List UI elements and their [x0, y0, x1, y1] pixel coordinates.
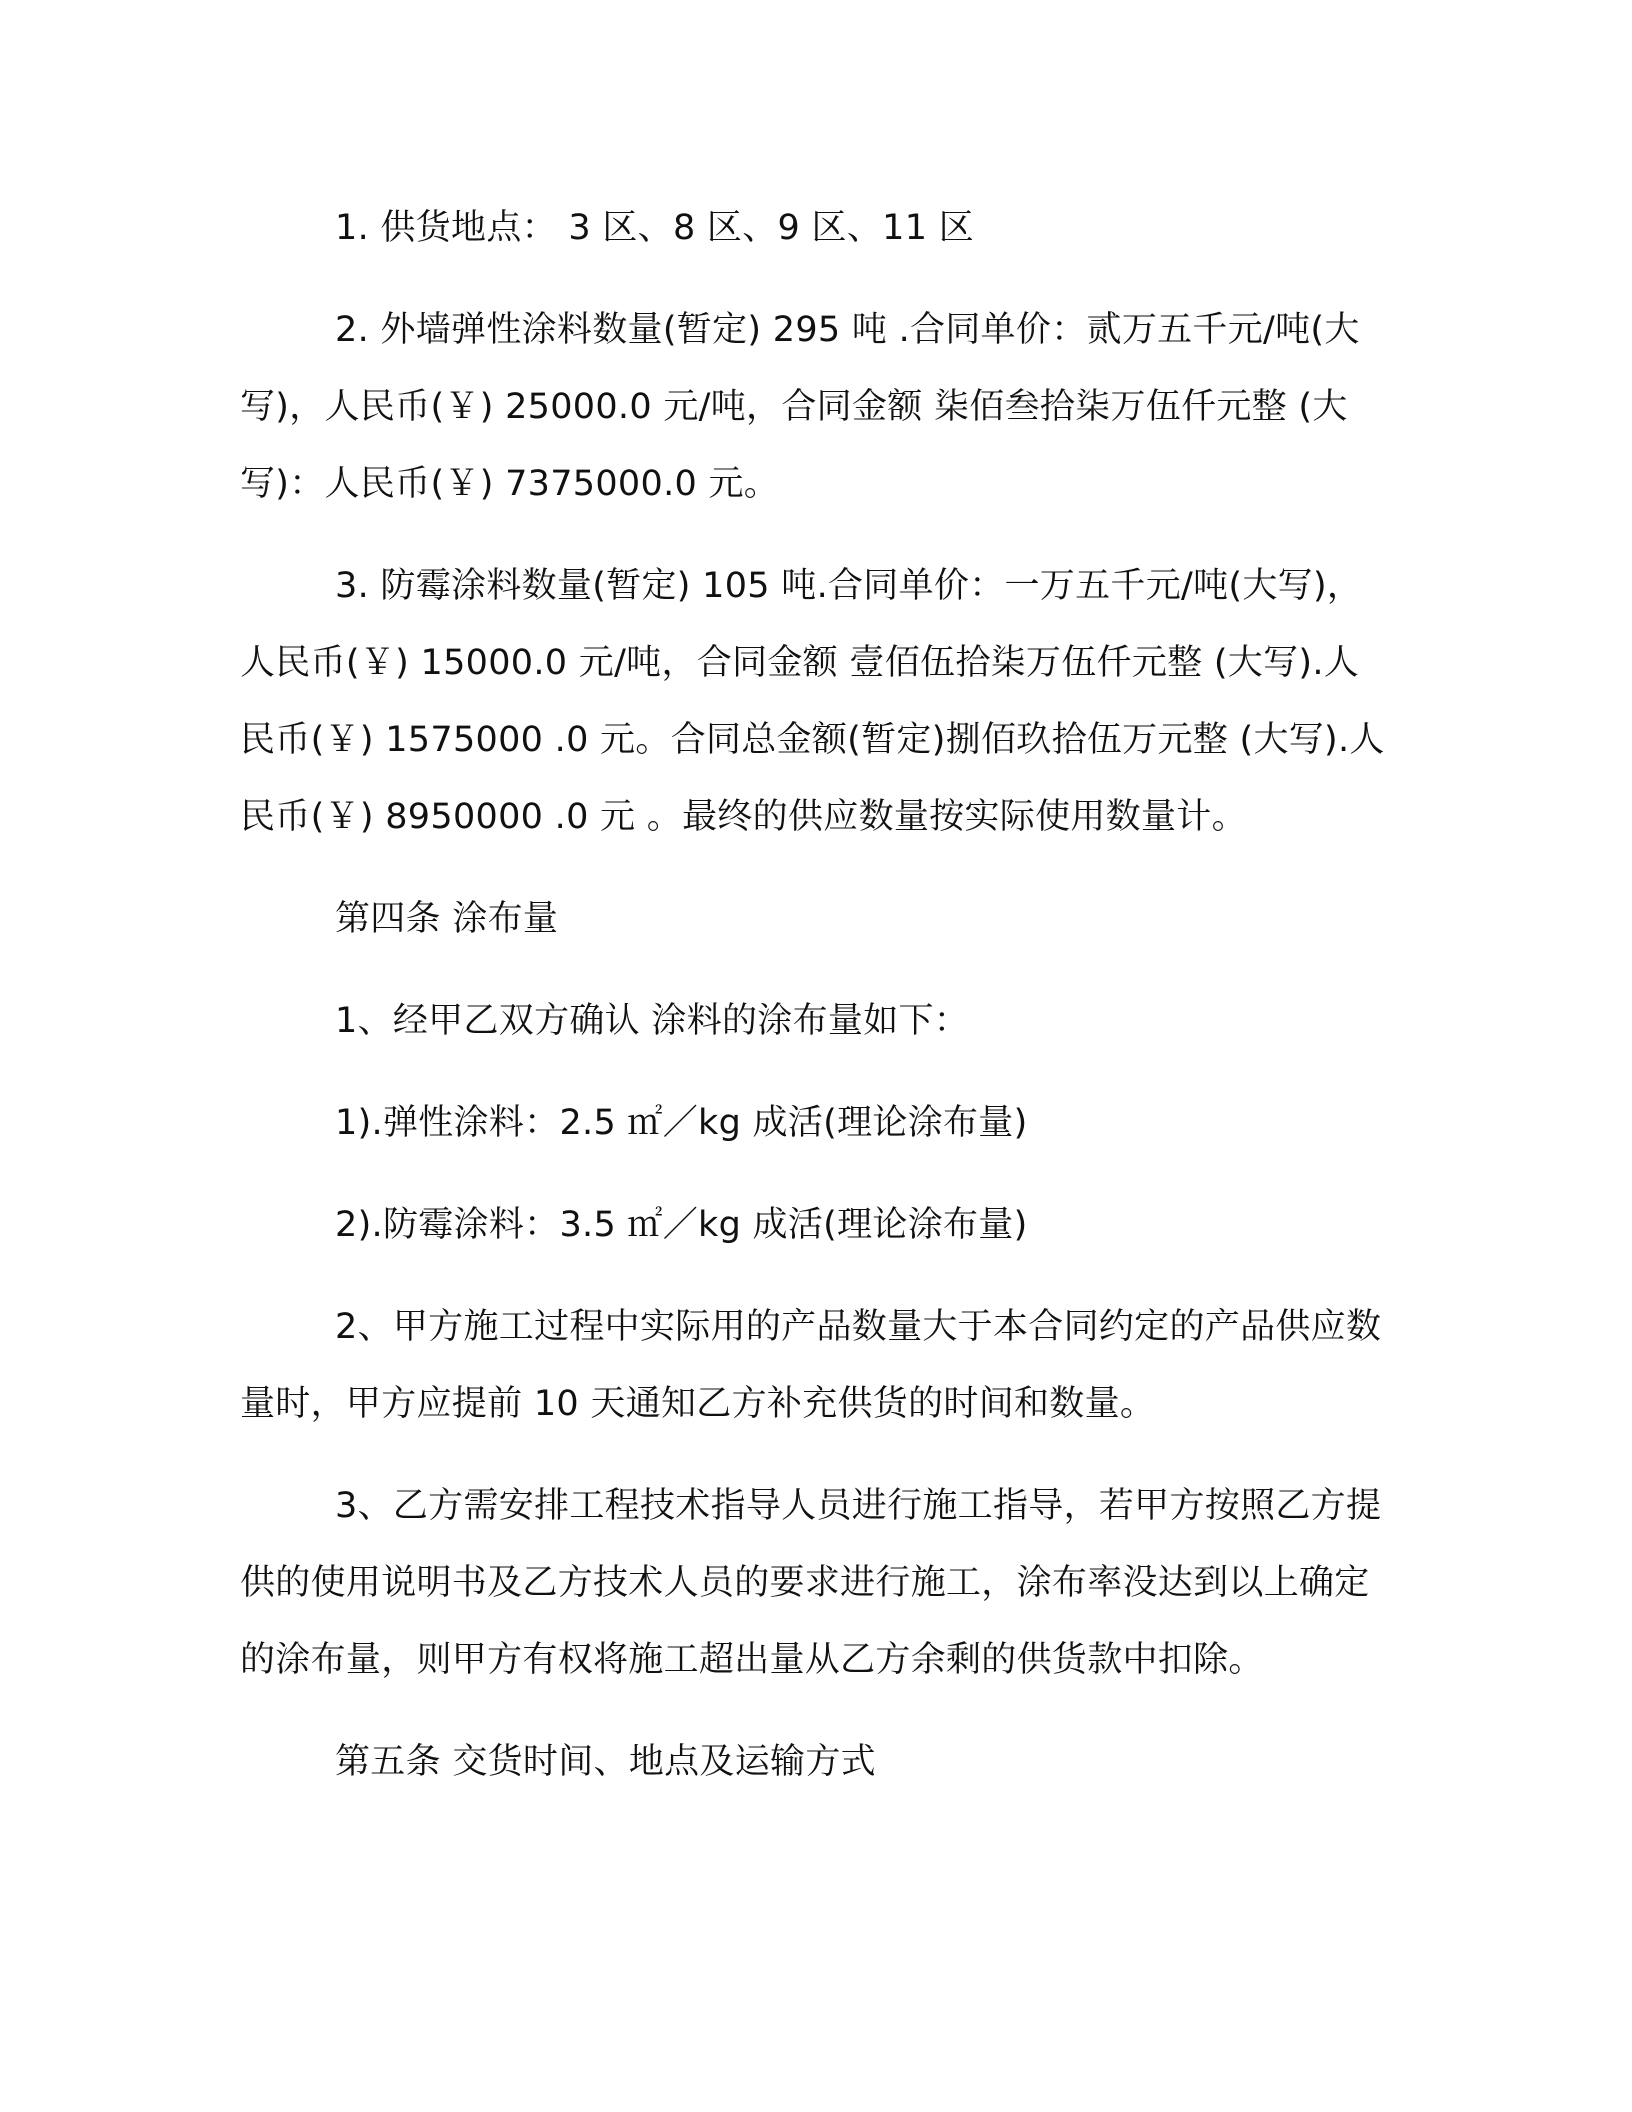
article-five-heading: 第五条 交货时间、地点及运输方式 [335, 1742, 876, 1782]
elastic-coverage-item: 1).弹性涂料：2.5 ㎡／kg 成活(理论涂布量) [335, 1103, 1028, 1143]
supplement-notice-item: 2、甲方施工过程中实际用的产品数量大于本合同约定的产品供应数量时，甲方应提前 10 天通知乙方补充供货的时间和数量。 [240, 1307, 1382, 1424]
article-four-heading: 第四条 涂布量 [335, 899, 559, 939]
technical-guidance-item: 3、乙方需安排工程技术指导人员进行施工指导，若甲方按照乙方提供的使用说明书及乙方技术人员的要求进行施工，涂布率没达到以上确定的涂布量，则甲方有权将施工超出量从乙方余剩的供货款中扣除。 [240, 1486, 1382, 1680]
elastic-coating-price-item: 2. 外墙弹性涂料数量(暂定) 295 吨 .合同单价：贰万五千元/吨(大写)，人民币(￥) 25000.0 元/吨，合同金额 柒佰叁拾柒万伍仟元整 (大写)：人民币(￥) 7375000.0 元。 [240, 310, 1360, 504]
supply-location-item: 1. 供货地点： 3 区、8 区、9 区、11 区 [335, 208, 974, 248]
mildew-coating-price-item: 3. 防霉涂料数量(暂定) 105 吨.合同单价：一万五千元/吨(大写)，人民币(￥) 15000.0 元/吨，合同金额 壹佰伍拾柒万伍仟元整 (大写).人民币(￥) 1575000 .0 元。合同总金额(暂定)捌佰玖拾伍万元整 (大写).人民币(￥) 8950000 .0 元 。最终的供应数量按实际使用数量计。 [240, 566, 1385, 837]
document-body [240, 190, 1390, 1826]
coverage-intro-item: 1、经甲乙双方确认 涂料的涂布量如下： [335, 1001, 970, 1041]
mildew-coverage-item: 2).防霉涂料：3.5 ㎡／kg 成活(理论涂布量) [335, 1205, 1028, 1245]
